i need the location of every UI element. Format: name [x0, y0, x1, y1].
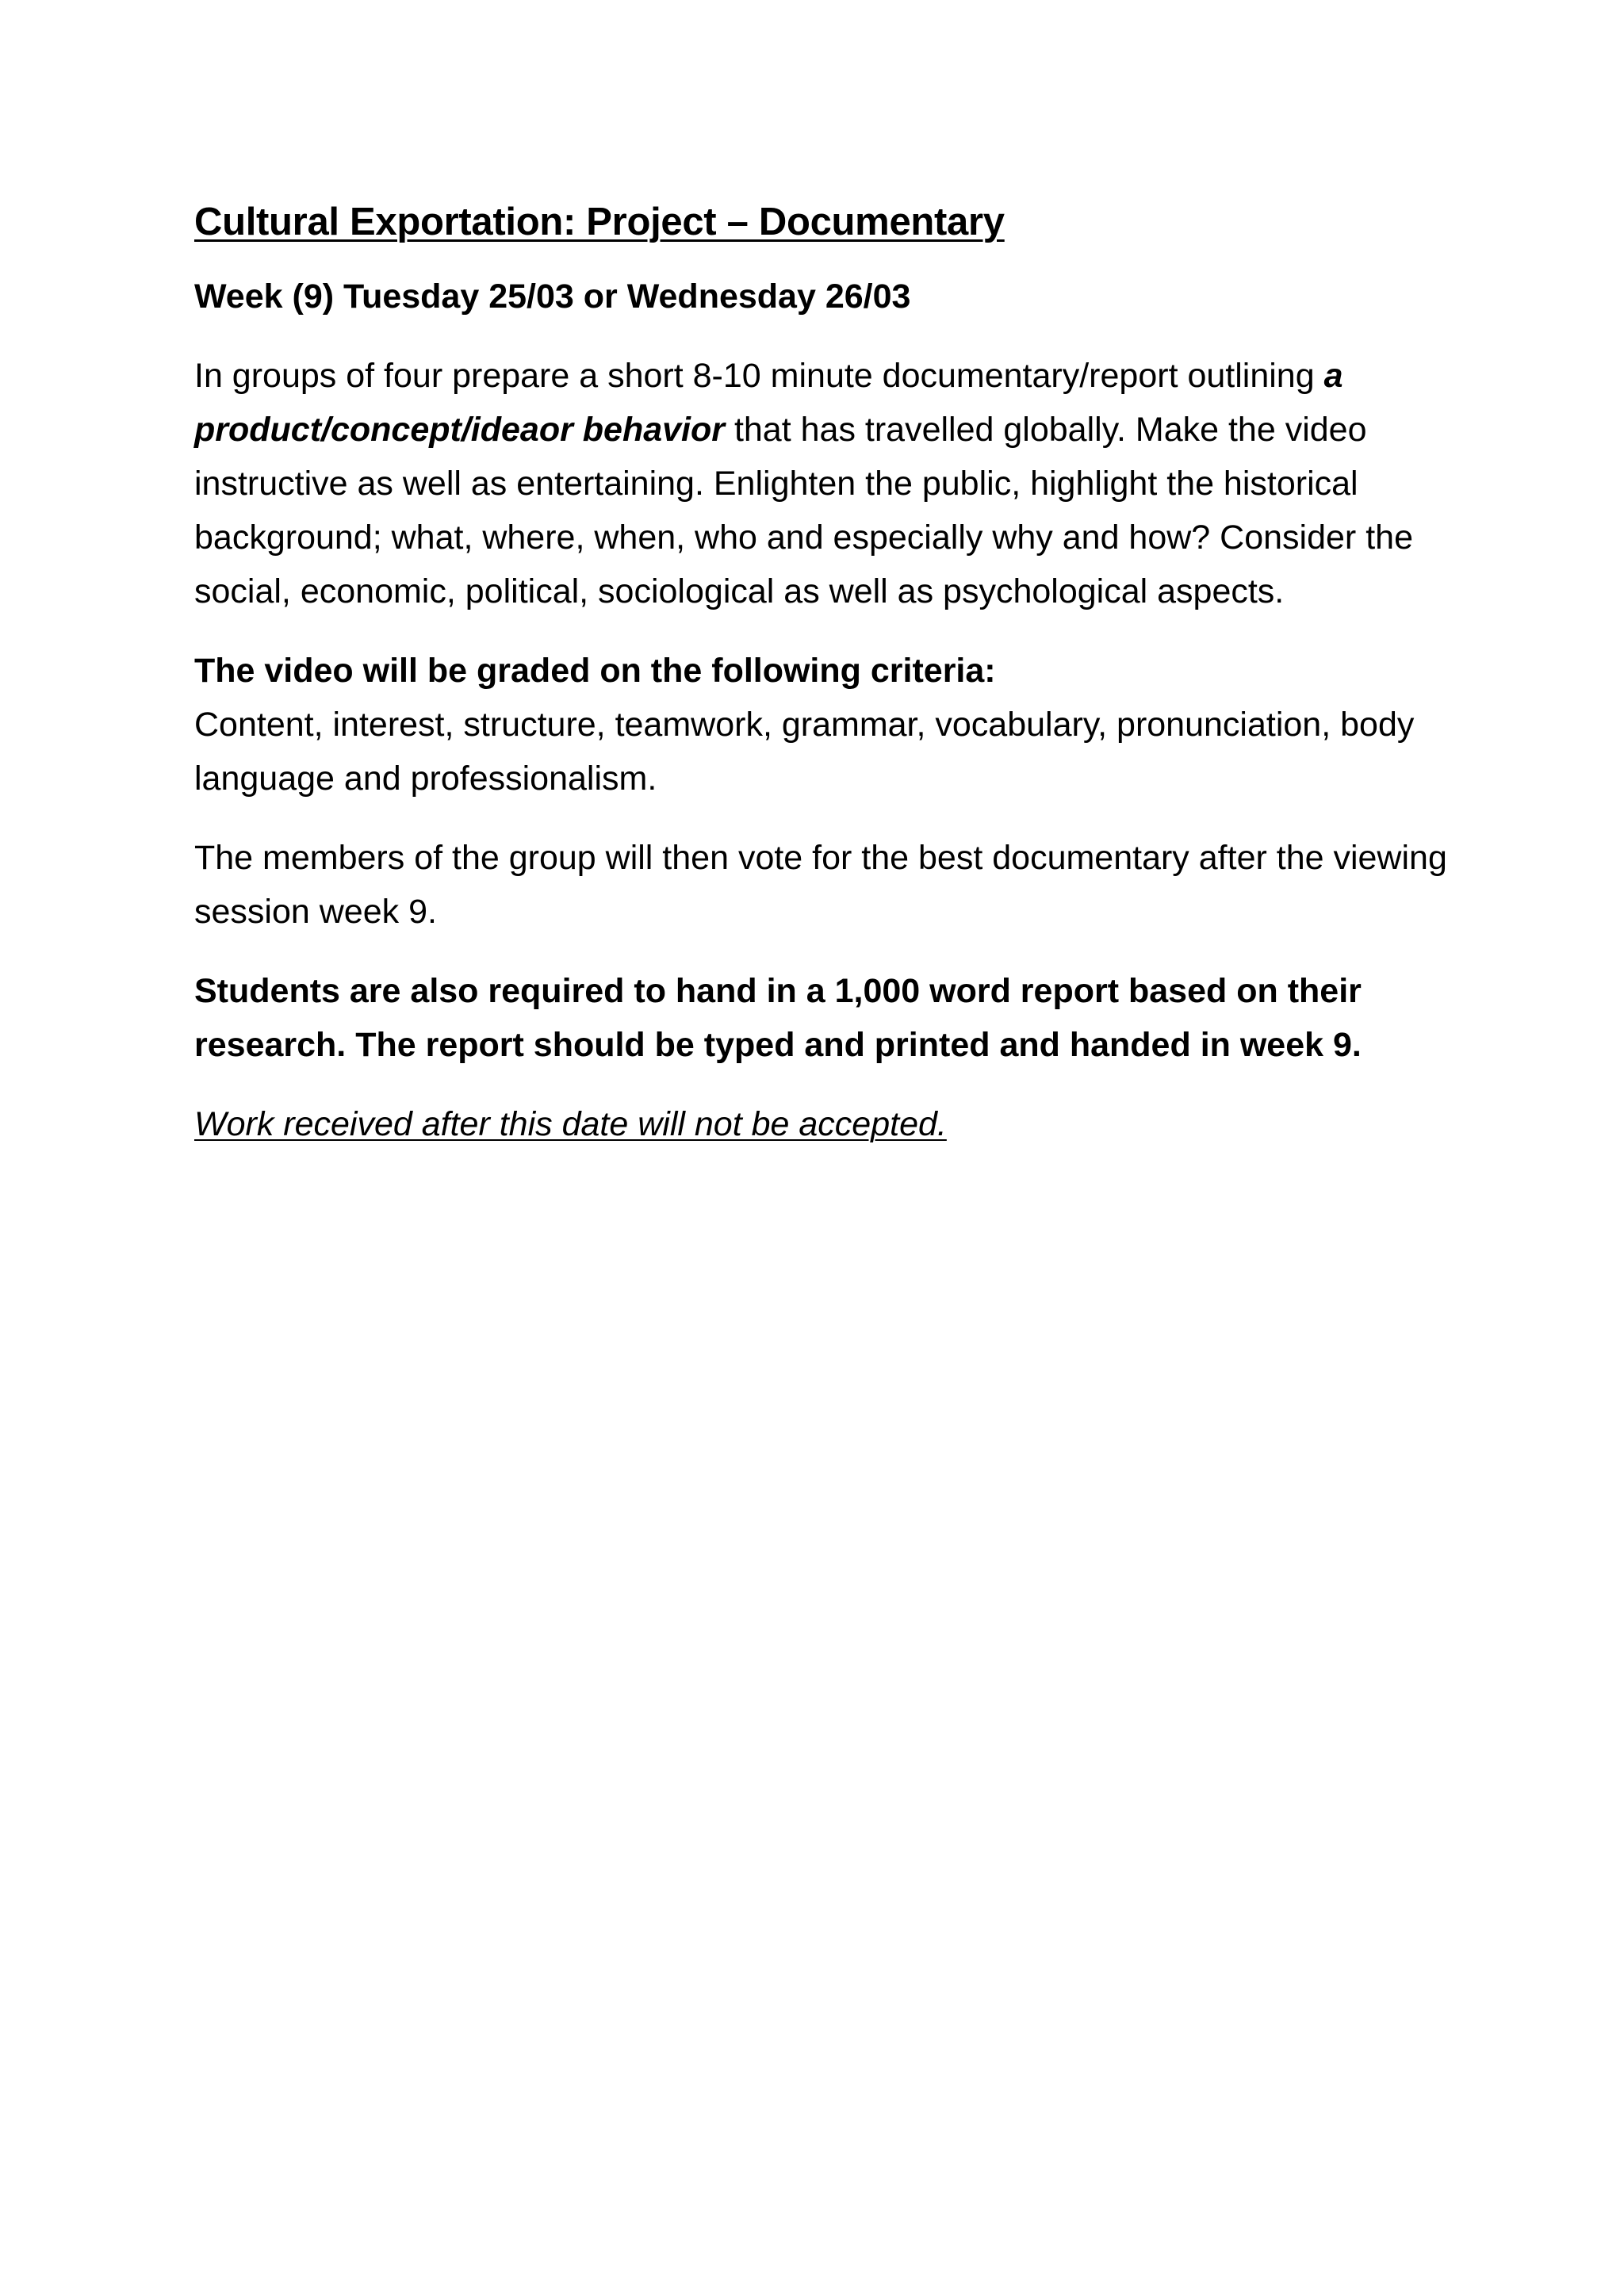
closing-note: Work received after this date will not be accepted. — [194, 1105, 947, 1143]
intro-text-part1: In groups of four prepare a short 8-10 minute documentary/report outlining — [194, 357, 1324, 395]
intro-text-part2: that has travelled globally. Make the video instructive as well as entertaining. Enlighten the public, highlight the historical background; what, where, when, who and especially why and how? Consider the social, economic, political, sociological as well as psychological aspects. — [194, 411, 1413, 610]
criteria-text: Content, interest, structure, teamwork, grammar, vocabulary, pronunciation, body language and professionalism. — [194, 706, 1415, 798]
intro-emphasis: a product/concept/ideaor behavior — [194, 357, 1343, 449]
intro-paragraph — [194, 349, 1463, 618]
closing-paragraph — [194, 1097, 1463, 1151]
criteria-paragraph — [194, 644, 1463, 806]
criteria-heading: The video will be graded on the following criteria: — [194, 652, 996, 690]
document-page — [194, 190, 1463, 1151]
report-requirement-paragraph: Students are also required to hand in a 1,000 word report based on their research. The report should be typed and printed and handed in week 9. — [194, 972, 1362, 1064]
vote-paragraph: The members of the group will then vote for the best documentary after the viewing session week 9. — [194, 839, 1447, 931]
document-subtitle: Week (9) Tuesday 25/03 or Wednesday 26/03 — [194, 277, 911, 316]
document-title: Cultural Exportation: Project – Documentary — [194, 201, 1005, 243]
